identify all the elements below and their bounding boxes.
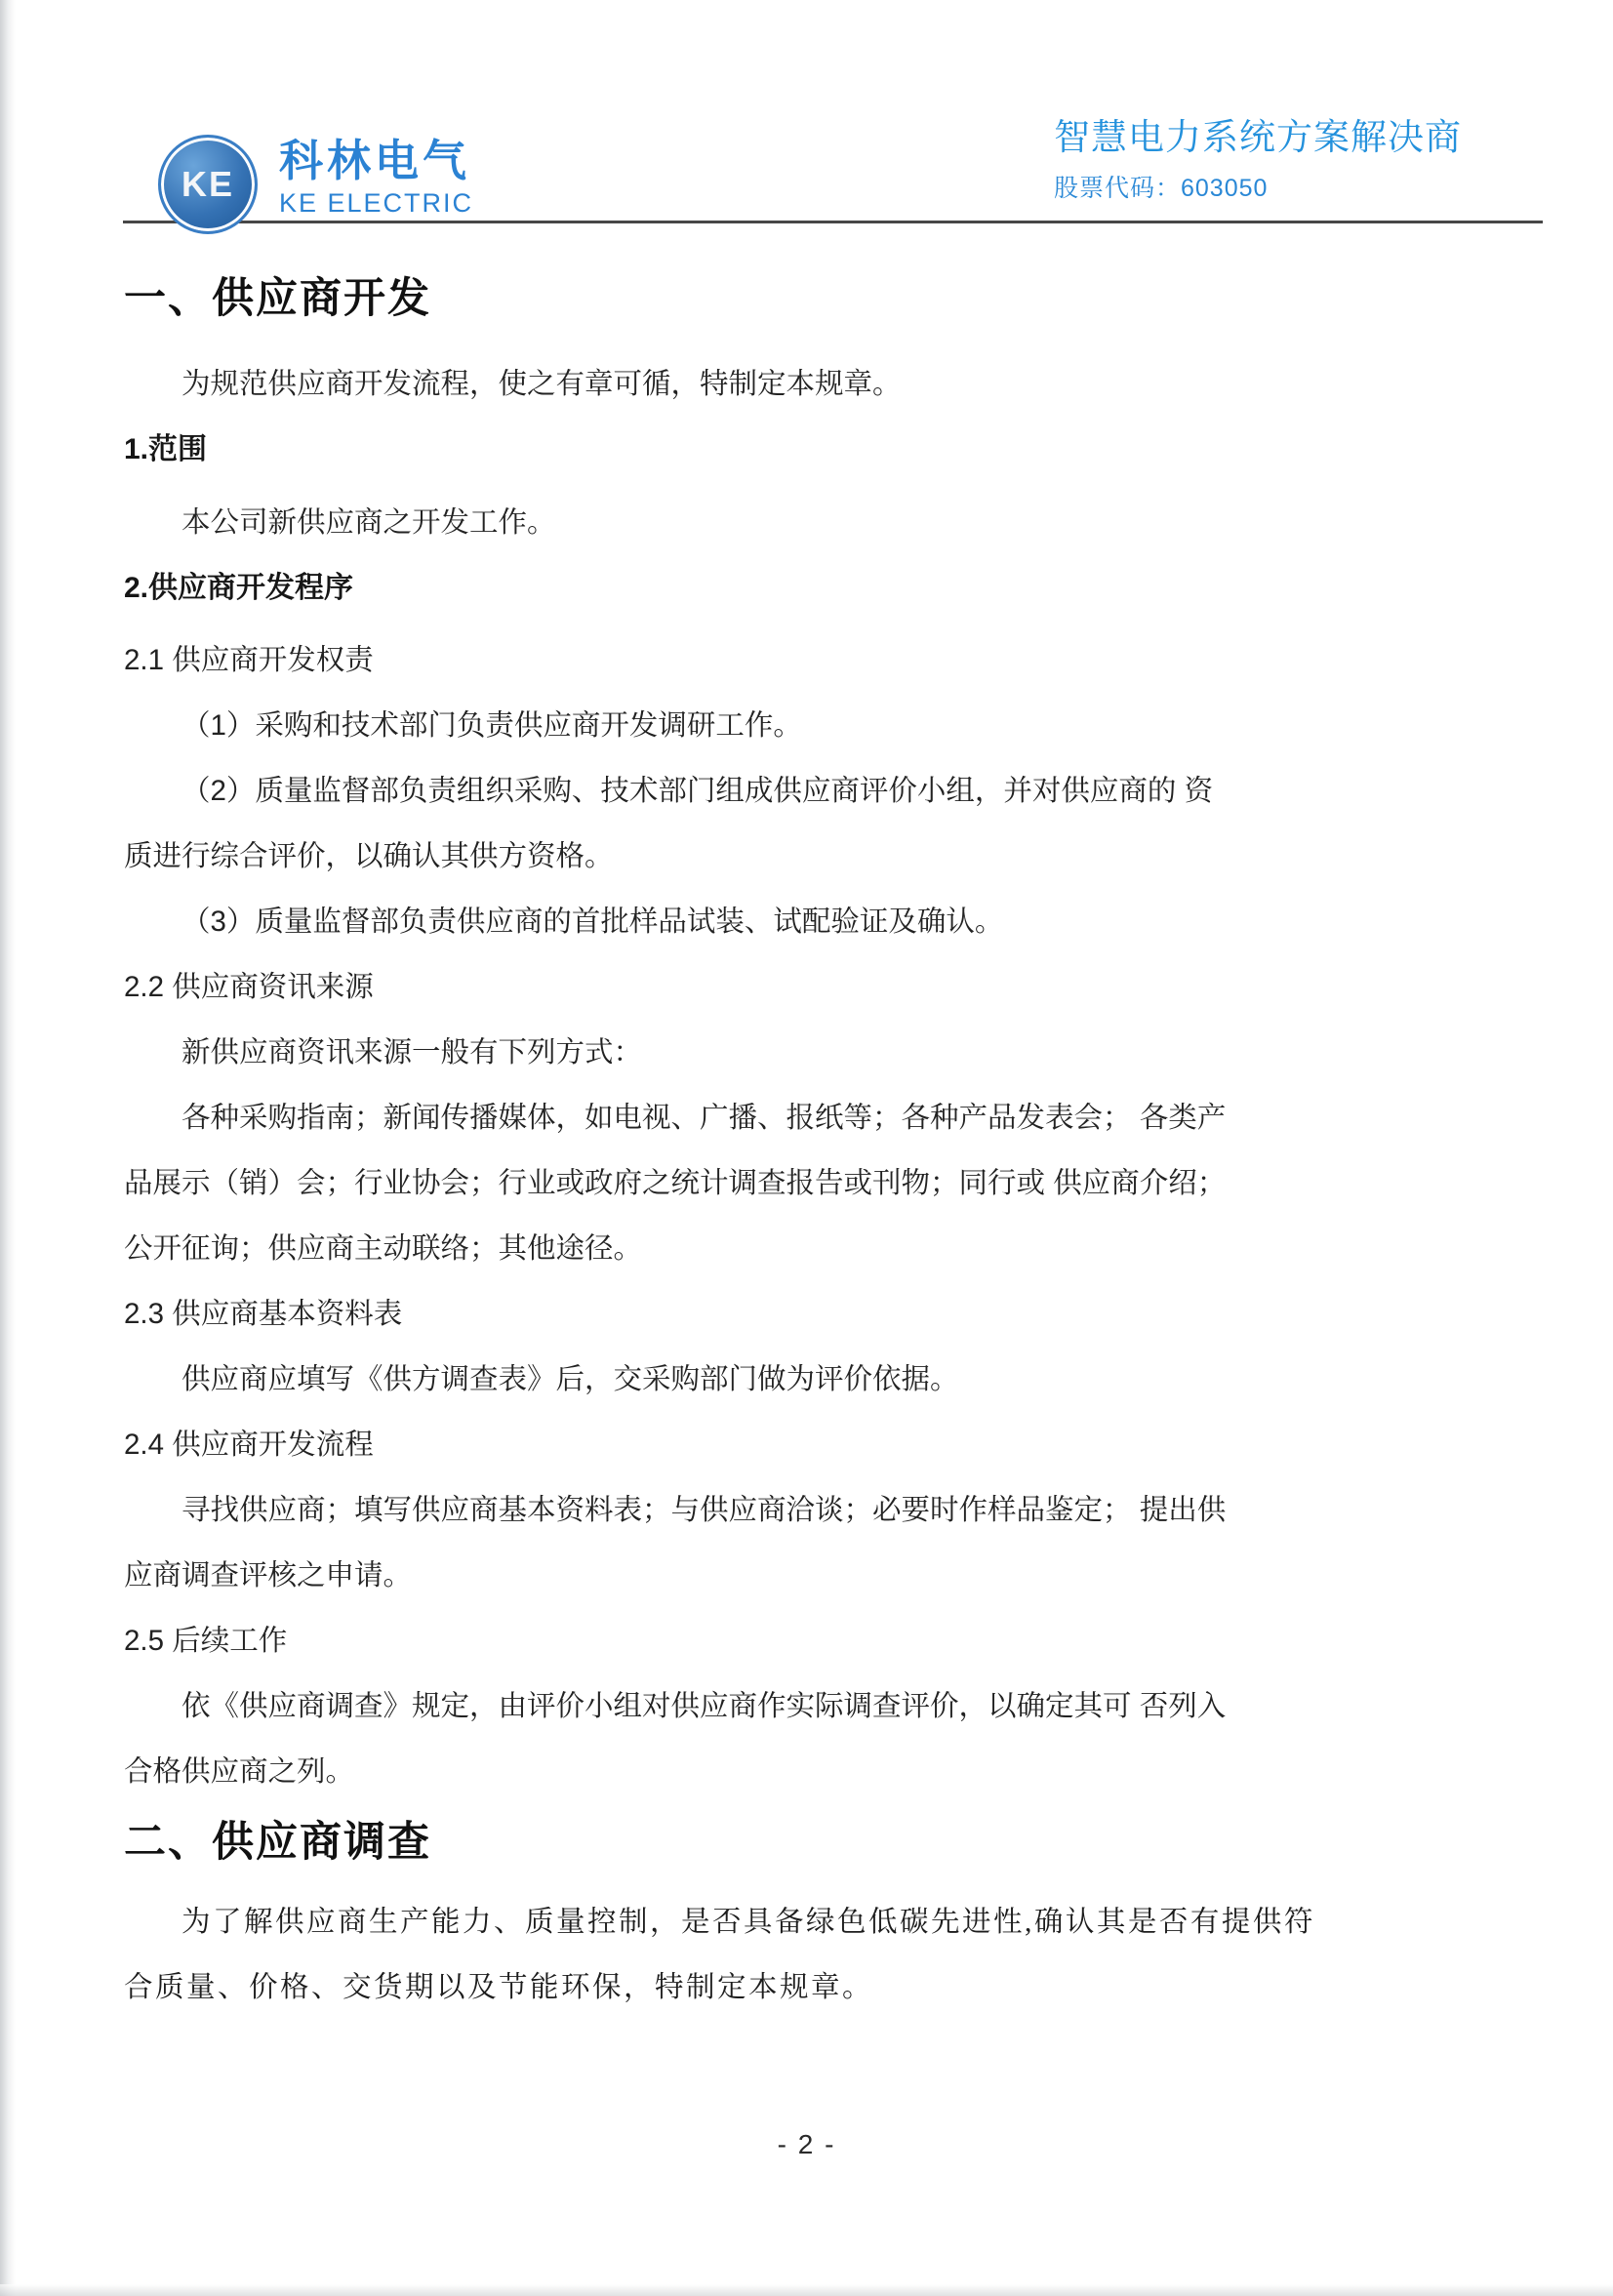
doc-paragraph: 本公司新供应商之开发工作。: [181, 505, 556, 539]
doc-paragraph: 2.1 供应商开发权责: [124, 644, 374, 677]
doc-paragraph: （2）质量监督部负责组织采购、技术部门组成供应商评价小组，并对供应商的 资: [181, 775, 1214, 808]
doc-heading: 1.范围: [124, 433, 208, 466]
doc-paragraph: 供应商应填写《供方调查表》后，交采购部门做为评价依据。: [181, 1363, 959, 1396]
ke-logo-icon: [158, 135, 258, 234]
doc-paragraph: 寻找供应商；填写供应商基本资料表；与供应商洽谈；必要时作样品鉴定； 提出供: [181, 1494, 1227, 1527]
stock-code: 股票代码：603050: [1054, 175, 1269, 202]
header-right-block: [1054, 119, 1462, 201]
page-number: - 2 -: [777, 2129, 836, 2159]
doc-paragraph: 为了解供应商生产能力、质量控制，是否具备绿色低碳先进性,确认其是否有提供符: [181, 1906, 1315, 1938]
page-header: [0, 0, 1613, 224]
doc-heading: 2.供应商开发程序: [124, 571, 354, 604]
doc-paragraph: 2.2 供应商资讯来源: [124, 971, 374, 1004]
doc-paragraph: （1）采购和技术部门负责供应商开发调研工作。: [181, 709, 802, 743]
document-body: [124, 275, 1498, 2035]
doc-paragraph: 品展示（销）会；行业协会；行业或政府之统计调查报告或刊物；同行或 供应商介绍；: [124, 1167, 1227, 1200]
doc-paragraph: 新供应商资讯来源一般有下列方式：: [181, 1036, 643, 1069]
company-name-cn: 科林电气: [279, 136, 471, 185]
doc-paragraph: 质进行综合评价，以确认其供方资格。: [124, 840, 614, 873]
doc-paragraph: 2.3 供应商基本资料表: [124, 1298, 403, 1331]
page-footer: [0, 2129, 1613, 2160]
logo-badge-text: KE: [181, 164, 234, 204]
doc-heading: 二、供应商调查: [124, 1819, 431, 1867]
company-logo: [158, 135, 473, 234]
doc-paragraph: 为规范供应商开发流程，使之有章可循，特制定本规章。: [181, 368, 902, 401]
doc-paragraph: 合质量、价格、交货期以及节能环保，特制定本规章。: [124, 1971, 874, 2003]
company-name-en: KE ELECTRIC: [279, 188, 474, 218]
doc-paragraph: 应商调查评核之申请。: [124, 1559, 413, 1592]
doc-paragraph: 合格供应商之列。: [124, 1755, 355, 1789]
company-name-block: [279, 136, 474, 218]
doc-paragraph: 各种采购指南；新闻传播媒体，如电视、广播、报纸等；各种产品发表会； 各类产: [181, 1102, 1227, 1135]
company-tagline: 智慧电力系统方案解决商: [1054, 117, 1462, 157]
doc-paragraph: （3）质量监督部负责供应商的首批样品试装、试配验证及确认。: [181, 906, 1004, 939]
doc-paragraph: 依《供应商调查》规定，由评价小组对供应商作实际调查评价，以确定其可 否列入: [181, 1690, 1227, 1723]
doc-paragraph: 2.5 后续工作: [124, 1625, 288, 1658]
doc-paragraph: 2.4 供应商开发流程: [124, 1429, 374, 1462]
doc-paragraph: 公开征询；供应商主动联络；其他途径。: [124, 1232, 643, 1266]
header-divider: [123, 221, 1543, 223]
doc-heading: 一、供应商开发: [124, 275, 431, 322]
